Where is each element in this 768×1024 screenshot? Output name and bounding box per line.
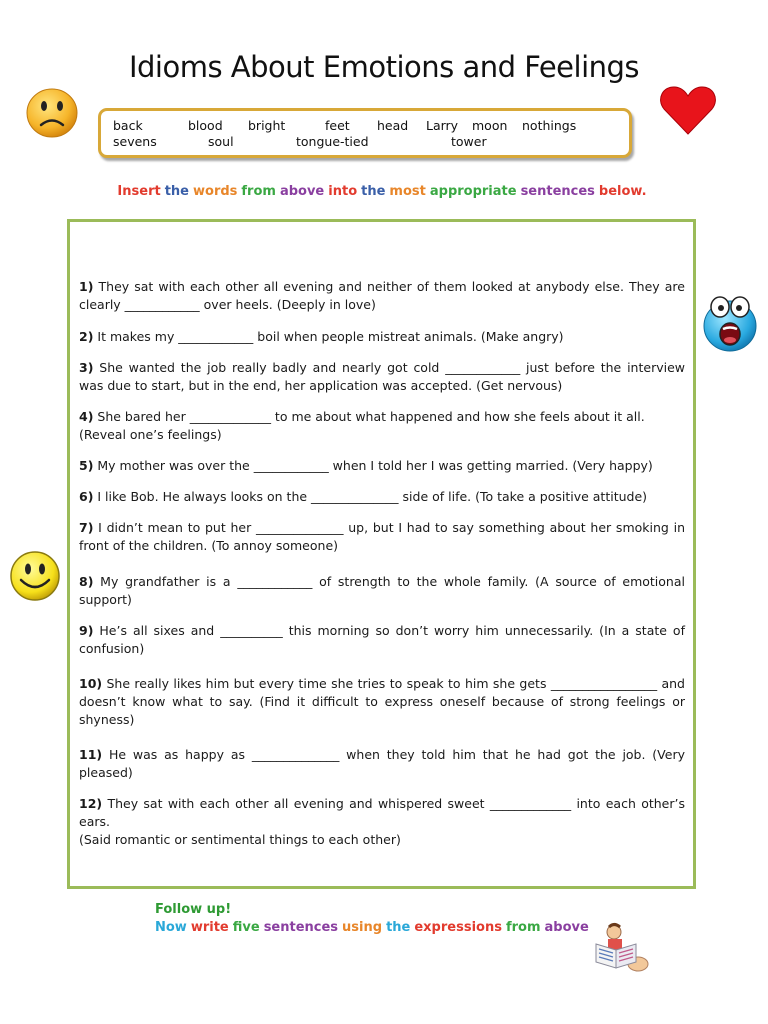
question-text: He was as happy as ______________ when they told him that he had got the job. (Very pleased) [79, 747, 685, 780]
question-text: She wanted the job really badly and nearly got cold ____________ just before the interview was due to start, but in the end, her application was accepted. (Get nervous) [79, 360, 685, 393]
word-bank-item: bright [248, 118, 286, 133]
followup-title: Follow up! [155, 902, 232, 917]
instruction-word: most [389, 184, 426, 199]
question-7 [79, 519, 685, 555]
question-number: 4) [79, 409, 94, 424]
page-title: Idioms About Emotions and Feelings [128, 50, 640, 84]
instruction-word: Insert [117, 184, 161, 199]
question-number: 8) [79, 574, 94, 589]
word-bank-item: sevens [113, 134, 157, 149]
question-number: 7) [79, 520, 94, 535]
question-2 [79, 328, 685, 346]
question-number: 5) [79, 458, 94, 473]
question-text: He’s all sixes and __________ this morning so don’t worry him unnecessarily. (In a state of confusion) [79, 623, 685, 656]
question-number: 10) [79, 676, 103, 691]
question-text: They sat with each other all evening and whispered sweet _____________ into each other’s ears. (Said romantic or sentimental things to each other) [79, 796, 685, 847]
question-text: I didn’t mean to put her ______________ up, but I had to say something about her smoking in front of the children. (To annoy someone) [79, 520, 685, 553]
word-bank-item: Larry [426, 118, 459, 133]
word-bank-item: back [113, 118, 143, 133]
question-11 [79, 746, 685, 782]
word-bank-item: feet [325, 118, 350, 133]
instruction-word: appropriate [429, 184, 517, 199]
word-bank [98, 108, 632, 158]
instruction-word: below. [598, 184, 647, 199]
followup-word: from [505, 920, 541, 935]
question-text: It makes my ____________ boil when people mistreat animals. (Make angry) [93, 329, 564, 344]
question-number: 2) [79, 329, 94, 344]
followup-word: Now [155, 920, 187, 935]
question-number: 6) [79, 489, 94, 504]
heart-icon [659, 84, 717, 136]
followup-word: write [190, 920, 229, 935]
instruction-text [0, 184, 768, 199]
question-number: 3) [79, 360, 94, 375]
question-3 [79, 359, 685, 395]
instruction-word: the [164, 184, 189, 199]
instruction-word: above [279, 184, 325, 199]
question-text: I like Bob. He always looks on the ______________ side of life. (To take a positive attitude) [93, 489, 648, 504]
word-bank-item: moon [472, 118, 508, 133]
question-text: My mother was over the ____________ when I told her I was getting married. (Very happy) [93, 458, 653, 473]
question-1 [79, 278, 685, 314]
instruction-word: into [328, 184, 358, 199]
question-text: They sat with each other all evening and neither of them looked at anybody else. They are clearly ____________ over heels. (Deeply in love) [79, 279, 685, 312]
sad-face-icon [25, 87, 79, 139]
word-bank-item: blood [188, 118, 223, 133]
question-4 [79, 408, 685, 444]
followup-word: sentences [263, 920, 339, 935]
followup-word: five [232, 920, 260, 935]
question-9 [79, 622, 685, 658]
followup-word: using [342, 920, 383, 935]
instruction-word: sentences [520, 184, 595, 199]
instruction-word: words [193, 184, 238, 199]
question-5 [79, 457, 685, 475]
question-8 [79, 573, 685, 609]
question-text: She really likes him but every time she tries to speak to him she gets _________________ and doesn’t know what to say. (Find it difficult to express oneself because of strong feelings or shyness) [79, 676, 685, 727]
word-bank-item: tower [451, 134, 487, 149]
screaming-face-icon [702, 293, 758, 353]
question-12 [79, 795, 685, 849]
followup-word: expressions [414, 920, 502, 935]
followup-word: the [386, 920, 411, 935]
question-number: 1) [79, 279, 94, 294]
question-6 [79, 488, 685, 506]
word-bank-item: tongue-tied [296, 134, 369, 149]
word-bank-item: nothings [522, 118, 577, 133]
smiley-face-icon [9, 550, 61, 602]
question-number: 12) [79, 796, 103, 811]
question-number: 11) [79, 747, 103, 762]
followup-text [155, 920, 593, 935]
followup-word: above [544, 920, 589, 935]
question-text: She bared her _____________ to me about what happened and how she feels about it all. (Reveal one’s feelings) [79, 409, 645, 442]
question-number: 9) [79, 623, 94, 638]
reading-man-icon [592, 922, 650, 972]
question-10 [79, 675, 685, 729]
instruction-word: the [361, 184, 386, 199]
question-text: My grandfather is a ____________ of strength to the whole family. (A source of emotional support) [79, 574, 685, 607]
word-bank-item: soul [208, 134, 234, 149]
instruction-word: from [241, 184, 276, 199]
word-bank-item: head [377, 118, 409, 133]
